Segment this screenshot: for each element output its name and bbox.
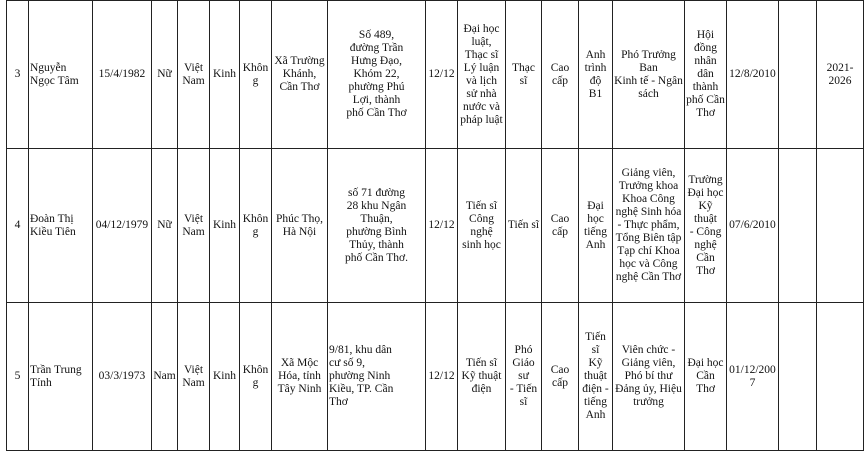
cell-dob: 15/4/1982 (93, 1, 152, 149)
cell-language: Anh trình độ B1 (579, 1, 613, 149)
table-row (7, 149, 864, 303)
cell-name: Đoàn Thị Kiều Tiên (29, 149, 93, 303)
cell-empty (779, 303, 817, 451)
cell-position: Viên chức - Giảng viên, Phó bí thư Đảng ủy, Hiệu trưởng (613, 303, 685, 451)
cell-stt: 4 (7, 149, 29, 303)
cell-residence: số 71 đường 28 khu Ngân Thuận, phường Bình Thủy, thành phố Cần Thơ. (328, 149, 426, 303)
cell-stt: 5 (7, 303, 29, 451)
cell-language: Tiến sĩ Kỹ thuật điện - tiếng Anh (579, 303, 613, 451)
cell-gender: Nam (152, 303, 178, 451)
cell-degree: Phó Giáo sư - Tiến sĩ (506, 303, 542, 451)
cell-ethnicity: Kinh (210, 1, 240, 149)
cell-term (817, 303, 864, 451)
cell-position: Phó Trưởng Ban Kinh tế - Ngân sách (613, 1, 685, 149)
cell-general-education: 12/12 (426, 149, 458, 303)
cell-name: Nguyễn Ngọc Tâm (29, 1, 93, 149)
cell-general-education: 12/12 (426, 303, 458, 451)
cell-workplace: Hội đồng nhân dân thành phố Cần Thơ (685, 1, 727, 149)
cell-professional: Tiến sĩ Kỹ thuật điện (458, 303, 506, 451)
cell-nationality: Việt Nam (178, 1, 210, 149)
cell-degree: Thạc sĩ (506, 1, 542, 149)
cell-professional: Tiến sĩ Công nghệ sinh học (458, 149, 506, 303)
cell-language: Đại học tiếng Anh (579, 149, 613, 303)
cell-hometown: Xã Trường Khánh, Cần Thơ (272, 1, 328, 149)
cell-party-date: 07/6/2010 (727, 149, 779, 303)
cell-ethnicity: Kinh (210, 149, 240, 303)
cell-ethnicity: Kinh (210, 303, 240, 451)
cell-gender: Nữ (152, 149, 178, 303)
cell-political-theory: Cao cấp (542, 1, 579, 149)
cell-position: Giảng viên, Trưởng khoa Khoa Công nghệ Sinh hóa - Thực phẩm, Tổng Biên tập Tạp chí Khoa học và Công nghệ Cần Thơ (613, 149, 685, 303)
cell-workplace: Trường Đại học Kỹ thuật - Công nghệ Cần Thơ (685, 149, 727, 303)
cell-professional: Đại học luật, Thạc sĩ Lý luận và lịch sử nhà nước và pháp luật (458, 1, 506, 149)
cell-residence: 9/81, khu dân cư số 9, phường Ninh Kiều, TP. Cần Thơ (328, 303, 426, 451)
cell-political-theory: Cao cấp (542, 149, 579, 303)
cell-residence: Số 489, đường Trần Hưng Đạo, Khóm 22, phường Phú Lợi, thành phố Cần Thơ (328, 1, 426, 149)
cell-religion: Không (240, 303, 272, 451)
cell-empty (779, 149, 817, 303)
cell-religion: Không (240, 1, 272, 149)
cell-nationality: Việt Nam (178, 303, 210, 451)
cell-religion: Không (240, 149, 272, 303)
cell-hometown: Phúc Thọ, Hà Nội (272, 149, 328, 303)
cell-term: 2021- 2026 (817, 1, 864, 149)
cell-workplace: Đại học Cần Thơ (685, 303, 727, 451)
cell-nationality: Việt Nam (178, 149, 210, 303)
cell-hometown: Xã Mộc Hóa, tỉnh Tây Ninh (272, 303, 328, 451)
cell-term (817, 149, 864, 303)
cell-empty (779, 1, 817, 149)
cell-stt: 3 (7, 1, 29, 149)
cell-degree: Tiến sĩ (506, 149, 542, 303)
cell-party-date: 01/12/2007 (727, 303, 779, 451)
candidate-table (6, 0, 864, 451)
cell-party-date: 12/8/2010 (727, 1, 779, 149)
table-row (7, 303, 864, 451)
cell-name: Trần Trung Tính (29, 303, 93, 451)
table-row (7, 1, 864, 149)
cell-dob: 04/12/1979 (93, 149, 152, 303)
cell-gender: Nữ (152, 1, 178, 149)
cell-dob: 03/3/1973 (93, 303, 152, 451)
cell-general-education: 12/12 (426, 1, 458, 149)
cell-political-theory: Cao cấp (542, 303, 579, 451)
